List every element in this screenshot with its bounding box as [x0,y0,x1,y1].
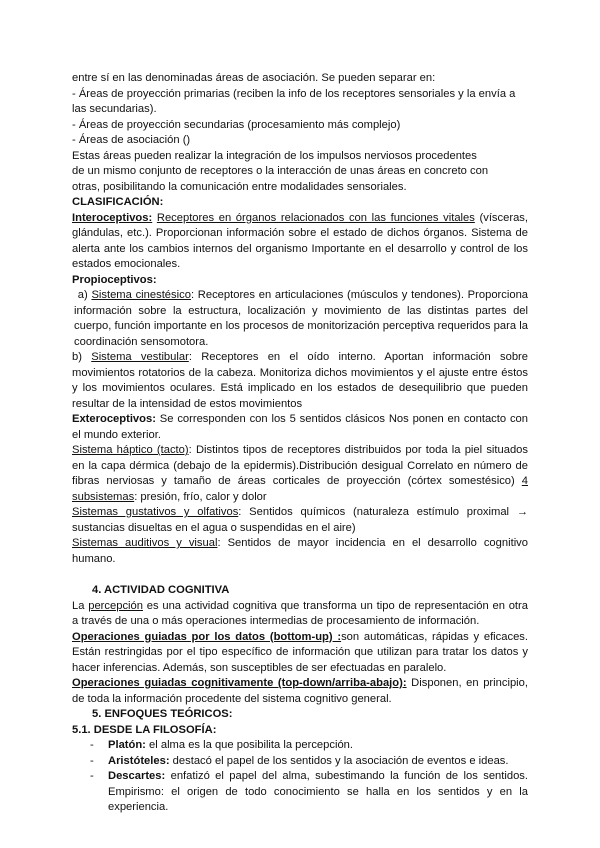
aristoteles-name: Aristóteles: [108,754,170,767]
exteroceptivos-label: Exteroceptivos: [72,413,156,425]
gustativos-text: : Sentidos químicos (naturaleza estímulo proximal → sustancias disueltas en el agua o suspendidas en el aire) [72,506,528,534]
enfoques-teoricos-heading: 5. ENFOQUES TEÓRICOS: [92,708,233,720]
list-item-descartes [72,769,528,816]
vestibular-term: Sistema vestibular [91,351,189,363]
vestibular-prefix: b) [72,351,92,363]
percepcion-paragraph [72,599,528,630]
haptico-subsistemas-text: : presión, frío, calor y dolor [134,490,267,503]
haptico-text: : Distintos tipos de receptores distribuidos por toda la piel situados en la capa dérmica (debajo de la epidermis).Distribución desigual Correlato en número de fibras nerviosas y tamaño de áreas corticales de proyección (córtex somestésico) [72,444,528,487]
dash-bullet: - [90,770,94,782]
cinestesico-text: : Receptores en articulaciones (músculos y tendones). Proporciona información sobre la estructura, localización y movimiento de las distintas partes del cuerpo, función importante en los procesos de monitorización perceptiva requeridos para la coordinación sensomotora. [74,289,529,348]
intro-area-asociacion: - Áreas de asociación () [72,134,191,146]
top-down-label: Operaciones guiadas cognitivamente (top-down/arriba-abajo): [72,677,407,689]
gustativos-paragraph [72,505,528,536]
vestibular-paragraph [72,350,528,412]
interoceptivos-paragraph [72,211,528,273]
actividad-cognitiva-heading: 4. ACTIVIDAD COGNITIVA [92,584,230,596]
clasificacion-heading: CLASIFICACIÓN: [72,196,164,208]
interoceptivos-text: (vísceras, glándulas, etc.). Proporcionan información sobre el estado de dichos órganos. Sistema de alerta ante los cambios internos del organismo Importante en el desarrollo y control de los estados emocionales. [72,211,528,270]
bottom-up-paragraph [72,630,528,677]
descartes-name: Descartes: [108,770,166,782]
intro-line: de un mismo conjunto de receptores o la interacción de unas áreas en concreto con [72,165,489,177]
intro-line: otras, posibilitando la comunicación entre modalidades sensoriales. [72,180,407,193]
haptico-subsistemas-term: 4 subsistemas [72,475,528,503]
percepcion-term: percepción [88,599,143,612]
interoceptivos-underlined: Receptores en órganos relacionados con las funciones vitales [156,211,475,224]
cinestesico-prefix: a) [77,289,92,301]
platon-name: Platón: [108,739,146,751]
propioceptivos-label: Propioceptivos: [72,273,157,286]
percepcion-text: es una actividad cognitiva que transforma un tipo de representación en otra a través de una o más operaciones intermedias de procesamiento de información. [72,599,528,627]
haptico-term: Sistema háptico (tacto) [72,444,189,456]
intro-line: Estas áreas pueden realizar la integración de los impulsos nerviosos procedentes [72,149,477,162]
filosofia-subheading: 5.1. DESDE LA FILOSOFÍA: [72,723,217,736]
dash-bullet: - [90,754,94,767]
exteroceptivos-text: Se corresponden con los 5 sentidos clásicos Nos ponen en contacto con el mundo exterior. [72,413,528,441]
top-down-paragraph [72,676,528,707]
intro-line: entre sí en las denominadas áreas de asociación. Se pueden separar en: [72,72,436,84]
intro-area-secundarias: - Áreas de proyección secundarias (procesamiento más complejo) [72,118,401,131]
descartes-text: enfatizó el papel del alma, subestimando la función de los sentidos. Empirismo: el origen de todo conocimiento se halla en los sentidos y en la experiencia. [108,770,528,813]
filosofos-list [72,738,528,816]
intro-area-primarias: - Áreas de proyección primarias (reciben la info de los receptores sensoriales y la envía a las secundarias). [72,87,516,115]
document-body [72,71,528,816]
auditivos-paragraph [72,536,528,567]
aristoteles-text: destacó el papel de los sentidos y la asociación de eventos e ideas. [169,754,509,767]
top-down-text: Disponen, en principio, de toda la información procedente del sistema cognitivo general. [72,677,528,705]
gustativos-term: Sistemas gustativos y olfativos [72,506,239,518]
dash-bullet: - [90,739,94,751]
cinestesico-paragraph [72,288,528,350]
interoceptivos-label: Interoceptivos: [72,211,153,224]
exteroceptivos-paragraph [72,412,528,443]
haptico-paragraph [72,443,528,505]
list-item-aristoteles [72,754,528,770]
auditivos-term: Sistemas auditivos y visual [72,537,218,549]
platon-text: el alma es la que posibilita la percepción. [145,739,354,751]
auditivos-text: : Sentidos de mayor incidencia en el desarrollo cognitivo humano. [72,537,528,565]
percepcion-prefix: La [72,599,89,612]
cinestesico-term: Sistema cinestésico [91,289,191,301]
bottom-up-label: Operaciones guiadas por los datos (bottom-up) : [72,630,342,643]
list-item-platon [72,738,528,754]
vestibular-text: : Receptores en el oído interno. Aportan información sobre movimientos rotatorios de la cabeza. Monitoriza dichos movimientos y el ajuste entre éstos y los movimientos oculares. Está implicado en los estados de desequilibrio que pueden resultar de la intensidad de estos movimientos [72,351,528,410]
bottom-up-text: son automáticas, rápidas y eficaces. Están restringidas por el tipo específico de información que utilizan para tratar los datos y hacer inferencias. Además, son susceptibles de ser efectuadas en paralelo. [72,630,528,674]
